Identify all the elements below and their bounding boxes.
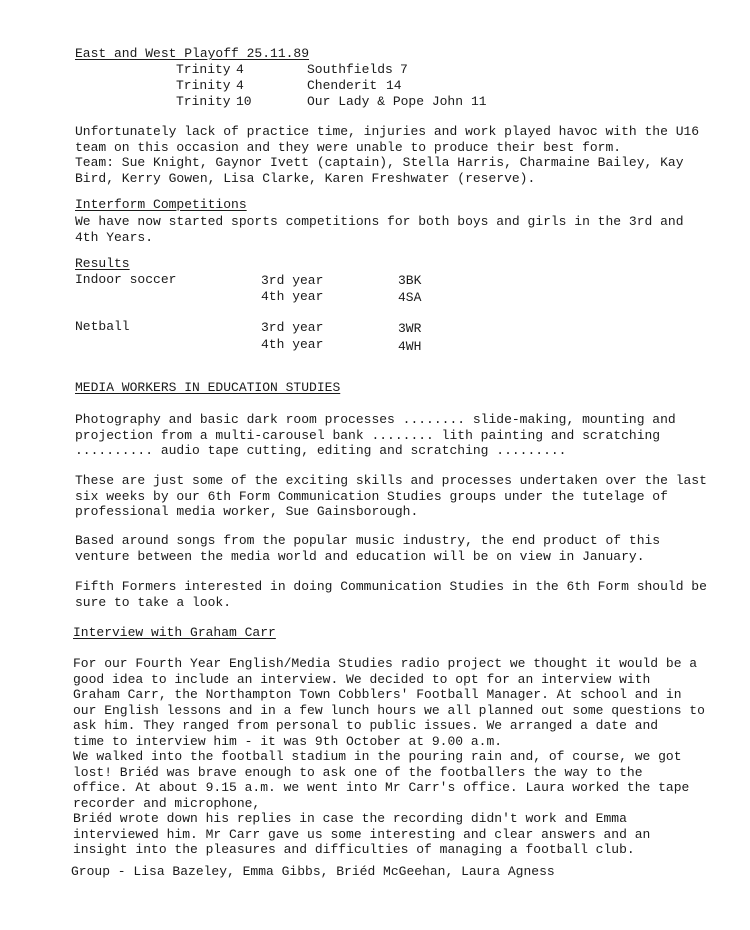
text-line: professional media worker, Sue Gainsborough.	[75, 504, 419, 519]
text-line: Briéd wrote down his replies in case the recording didn't work and Emma	[73, 811, 627, 826]
text-line: lost! Briéd was brave enough to ask one of the footballers the way to the	[73, 764, 643, 780]
game-away-team: Chenderit	[307, 78, 378, 93]
game-home-score: 4	[236, 78, 244, 93]
media-paragraph-4	[75, 579, 715, 610]
game-away-score: 11	[471, 94, 487, 109]
game-away-team: Southfields	[307, 62, 393, 77]
text-line: office. At about 9.15 a.m. we went into Mr Carr's office. Laura worked the tape	[73, 780, 690, 795]
text-line: recorder and microphone,	[73, 795, 261, 811]
text-line: time to interview him - it was 9th October at 9.00 a.m.	[73, 733, 503, 749]
text-line: .......... audio tape cutting, editing and scratching .........	[75, 443, 567, 458]
interform-heading: Interform Competitions	[75, 197, 247, 212]
result-year: 3rd year	[261, 273, 324, 288]
result-sport: Indoor soccer	[75, 272, 177, 287]
result-winner: 4WH	[398, 339, 422, 354]
text-line: good idea to include an interview. We decided to opt for an interview with	[73, 671, 651, 687]
result-winner: 3WR	[398, 321, 422, 336]
text-line: These are just some of the exciting skills and processes undertaken over the last	[75, 473, 707, 488]
text-line: our English lessons and in a few lunch hours we all planned out some questions to	[73, 702, 705, 718]
game-home-team: Trinity	[176, 94, 231, 109]
game-away-score: 7	[400, 62, 408, 77]
result-year: 4th year	[261, 337, 324, 352]
text-line: team on this occasion and they were unable to produce their best form.	[75, 139, 622, 155]
text-line: 4th Years.	[75, 229, 154, 245]
results-heading: Results	[75, 256, 130, 271]
game-away-team: Our Lady & Pope John	[307, 94, 464, 109]
game-home-team: Trinity	[176, 62, 231, 77]
text-line: Fifth Formers interested in doing Communication Studies in the 6th Form should be	[75, 579, 707, 594]
media-heading: MEDIA WORKERS IN EDUCATION STUDIES	[75, 380, 341, 395]
playoff-summary	[75, 124, 715, 186]
text-line: Graham Carr, the Northampton Town Cobblers' Football Manager. At school and in	[73, 687, 682, 702]
result-winner: 3BK	[398, 273, 422, 288]
text-line: We have now started sports competitions for both boys and girls in the 3rd and	[75, 214, 684, 229]
game-home-score: 4	[236, 62, 244, 77]
game-home-score: 10	[236, 94, 252, 109]
result-year: 3rd year	[261, 320, 324, 335]
text-line: Unfortunately lack of practice time, injuries and work played havoc with the U16	[75, 124, 700, 139]
result-sport: Netball	[75, 319, 130, 334]
text-line: interviewed him. Mr Carr gave us some interesting and clear answers and an	[73, 826, 651, 842]
text-line: insight into the pleasures and difficulties of managing a football club.	[73, 842, 635, 857]
group-credits: Group - Lisa Bazeley, Emma Gibbs, Briéd McGeehan, Laura Agness	[71, 864, 555, 879]
text-line: ask him. They ranged from personal to public issues. We arranged a date and	[73, 718, 659, 733]
interview-heading: Interview with Graham Carr	[73, 625, 276, 640]
text-line: venture between the media world and education will be on view in January.	[75, 548, 645, 564]
media-paragraph-1	[75, 412, 715, 459]
text-line: projection from a multi-carousel bank ........ lith painting and scratching	[75, 427, 661, 443]
text-line: Photography and basic dark room processes ........ slide-making, mounting and	[75, 412, 676, 427]
interform-text	[75, 214, 715, 245]
game-away-score: 14	[386, 78, 402, 93]
playoff-heading: East and West Playoff 25.11.89	[75, 46, 310, 61]
result-winner: 4SA	[398, 290, 422, 305]
text-line: six weeks by our 6th Form Communication Studies groups under the tutelage of	[75, 488, 668, 504]
text-line: sure to take a look.	[75, 594, 232, 610]
result-year: 4th year	[261, 289, 324, 304]
media-paragraph-2	[75, 473, 715, 520]
interview-body	[73, 656, 713, 858]
text-line: For our Fourth Year English/Media Studies radio project we thought it would be a	[73, 656, 698, 671]
text-line: Bird, Kerry Gowen, Lisa Clarke, Karen Freshwater (reserve).	[75, 170, 536, 186]
text-line: Team: Sue Knight, Gaynor Ivett (captain), Stella Harris, Charmaine Bailey, Kay	[75, 155, 684, 170]
text-line: We walked into the football stadium in the pouring rain and, of course, we got	[73, 749, 682, 764]
text-line: Based around songs from the popular music industry, the end product of this	[75, 533, 661, 548]
game-home-team: Trinity	[176, 78, 231, 93]
media-paragraph-3	[75, 533, 715, 564]
